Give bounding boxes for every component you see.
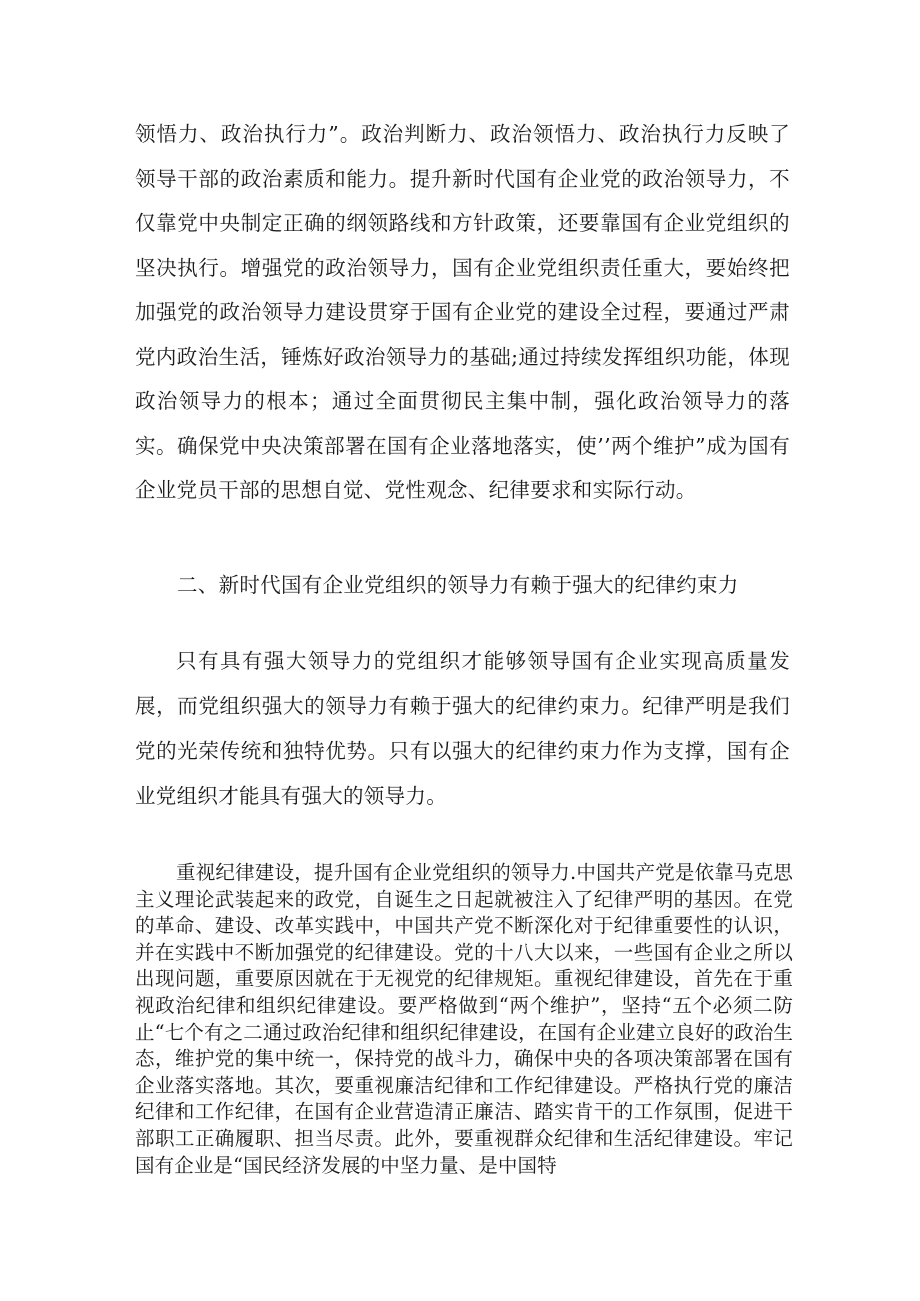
section-heading-2: 二、新时代国有企业党组织的领导力有赖于强大的纪律约束力 (177, 573, 739, 597)
body-paragraph-3: 重视纪律建设，提升国有企业党组织的领导力.中国共产党是依靠马克思主义理论武装起来的政党，自诞生之日起就被注入了纪律严明的基因。在党的革命、建设、改革实践中，中国共产党不断深化对于纪律重要性的认识，并在实践中不断加强党的纪律建设。党的十八大以来，一些国有企业之所以出现问题，重要原因就在于无视党的纪律规矩。重视纪律建设，首先在于重视政治纪律和组织纪律建设。要严格做到“两个维护”，坚持“五个必须二防止“七个有之二通过政治纪律和组织纪律建设，在国有企业建立良好的政治生态，维护党的集中统一，保持党的战斗力，确保中央的各项决策部署在国有企业落实落地。其次，要重视廉洁纪律和工作纪律建设。严格执行党的廉洁纪律和工作纪律，在国有企业营造清正廉洁、踏实肯干的工作氛围，促进干部职工正确履职、担当尽责。此外，要重视群众纪律和生活纪律建设。牢记国有企业是“国民经济发展的中坚力量、是中国特 (135, 861, 793, 1177)
body-paragraph-1: 领悟力、政治执行力”。政治判断力、政治领悟力、政治执行力反映了领导干部的政治素质和能力。提升新时代国有企业党的政治领导力，不仅靠党中央制定正确的纲领路线和方针政策，还要靠国有企业党组织的坚决执行。增强党的政治领导力，国有企业党组织责任重大，要始终把加强党的政治领导力建设贯穿于国有企业党的建设全过程，要通过严肃党内政治生活，锤炼好政治领导力的基础;通过持续发挥组织功能，体现政治领导力的根本；通过全面贯彻民主集中制，强化政治领导力的落实。确保党中央决策部署在国有企业落地落实，使’’两个维护”成为国有企业党员干部的思想自觉、党性观念、纪律要求和实际行动。 (135, 122, 790, 502)
body-paragraph-2: 只有具有强大领导力的党组织才能够领导国有企业实现高质量发展，而党组织强大的领导力有赖于强大的纪律约束力。纪律严明是我们党的光荣传统和独特优势。只有以强大的纪律约束力作为支撑，国有企业党组织才能具有强大的领导力。 (135, 649, 790, 808)
